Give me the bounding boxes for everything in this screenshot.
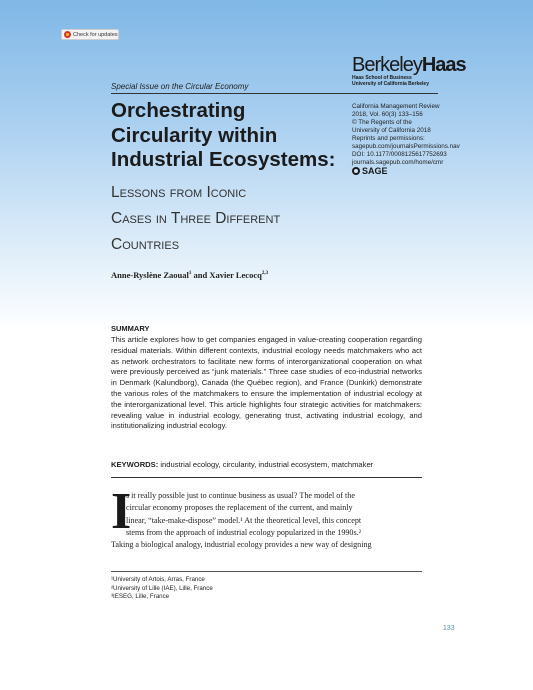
title-line: Circularity within <box>111 123 278 147</box>
logo-line-1: Haas School of Business <box>352 75 412 81</box>
title-line: Industrial Ecosystems: <box>111 148 336 171</box>
crossmark-icon <box>64 31 71 38</box>
meta-permissions-link[interactable]: sagepub.com/journalsPermissions.nav <box>352 143 460 150</box>
keywords <box>111 460 441 470</box>
body-text <box>111 490 423 551</box>
subtitle-line: Countries <box>111 236 180 253</box>
sage-wordmark: SAGE <box>362 166 388 176</box>
body-line: s it really possible just to continue business as usual? The model of the <box>126 491 355 500</box>
subtitle-line: Cases in Three Different <box>111 210 281 227</box>
author-connector: and <box>191 270 210 280</box>
footnote-rule <box>111 571 422 572</box>
article-subtitle <box>111 180 341 258</box>
author-1-affiliation: 1 <box>188 271 192 277</box>
berkeley-haas-logo <box>352 55 466 87</box>
footnote-3: ³IESEG, Lille, France <box>111 593 170 600</box>
drop-cap: I <box>111 483 132 540</box>
meta-journal: California Management Review <box>352 103 440 110</box>
logo-name-bold: Haas <box>421 54 466 76</box>
article-title <box>111 99 351 173</box>
check-for-updates-label: Check for updates <box>73 31 118 38</box>
keywords-rule <box>111 477 422 478</box>
footnote-1: ¹University of Artois, Arras, France <box>111 576 205 583</box>
special-issue-label: Special Issue on the Circular Economy <box>111 82 249 91</box>
meta-doi[interactable]: DOI: 10.1177/0008125617752693 <box>352 151 447 158</box>
footnote-2: ²University of Lille (IAE), Lille, France <box>111 584 213 592</box>
meta-reprints: Reprints and permissions: <box>352 135 425 142</box>
logo-name-light: Berkeley <box>352 54 422 76</box>
meta-copyright: © The Regents of the <box>352 119 412 126</box>
keywords-text: industrial ecology, circularity, industrial ecosystem, matchmaker <box>158 460 374 469</box>
meta-volume: 2018, Vol. 60(3) 133–156 <box>352 111 423 118</box>
meta-copyright-holder: University of California 2018 <box>352 127 431 134</box>
meta-journal-link[interactable]: journals.sagepub.com/home/cmr <box>352 159 444 166</box>
sage-logo <box>352 166 388 176</box>
body-line: circular economy proposes the replacement of the current, and mainly <box>126 503 353 513</box>
author-1: Anne-Ryslène Zaoual <box>111 270 189 280</box>
summary-heading: SUMMARY <box>111 324 150 333</box>
subtitle-line: Lessons from Iconic <box>111 184 247 201</box>
page-number: 133 <box>443 625 455 632</box>
body-line: linear, “take-make-dispose” model.¹ At the theoretical level, this concept <box>126 515 362 525</box>
body-line: Taking a biological analogy, industrial ecology provides a new way of designing <box>111 540 372 550</box>
journal-metadata <box>352 103 472 167</box>
body-line: stems from the approach of industrial ecology popularized in the 1990s.² <box>126 527 362 537</box>
title-line: Orchestrating <box>111 99 246 122</box>
sage-icon <box>352 167 360 175</box>
logo-wordmark <box>352 55 466 75</box>
keywords-label: KEYWORDS: <box>111 460 159 469</box>
footnotes <box>111 576 213 602</box>
header-rule <box>111 93 438 94</box>
check-for-updates-badge[interactable] <box>61 29 119 40</box>
author-2: Xavier Lecocq <box>209 270 262 280</box>
summary-text: This article explores how to get companies engaged in value-creating cooperation regarding residual materials. Within different contexts, industrial ecology needs matchmakers who act as network orchestrators to facilitate new forms of interorganizational cooperation on what were previously perceived as “junk materials.” Three case studies of eco-industrial networks in Denmark (Kalundborg), Canada (the Québec region), and France (Dunkirk) demonstrate the various roles of the matchmakers to ensure the implementation of industrial ecology at the interorganizational level. This article highlights four strategic activities for matchmakers: revealing value in industrial ecology, generating trust, activating industrial ecology, and institutionalizing industrial ecology. <box>111 335 422 431</box>
author-2-affiliation: 2,3 <box>261 271 269 277</box>
logo-line-2: University of California Berkeley <box>352 81 429 87</box>
author-line <box>111 270 268 280</box>
